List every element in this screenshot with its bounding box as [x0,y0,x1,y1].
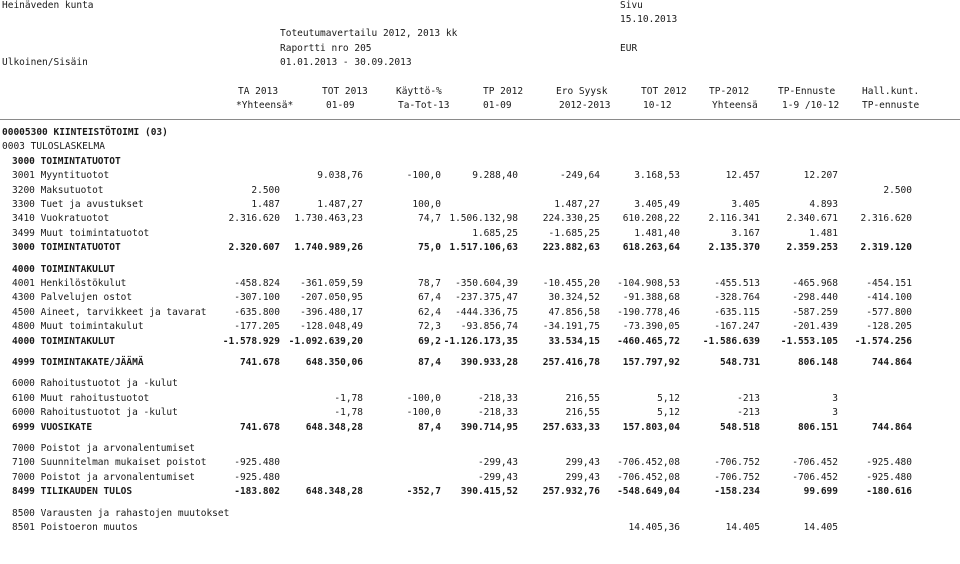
table-cell: 390.415,52 [460,486,518,498]
column-header-top: Hall.kunt. [862,86,920,97]
table-cell: -299,43 [477,471,518,483]
table-cell: 1.487,27 [554,199,600,210]
table-cell: 3 [832,407,838,419]
table-cell: 548.518 [719,421,760,433]
table-cell: -1.685,25 [548,227,600,239]
table-row [0,242,960,256]
table-row [0,393,960,407]
table-cell: -299,43 [477,457,518,469]
section-heading [0,264,960,278]
table-cell: 3 [832,392,838,404]
table-cell: -925.480 [866,471,912,483]
table-row [0,472,960,486]
column-header-bottom: 10-12 [643,100,672,111]
table-cell: -635.115 [714,306,760,318]
table-cell: 2.500 [883,184,912,196]
currency-label: EUR [620,43,638,54]
table-row [0,422,960,436]
section-heading [0,508,960,522]
column-header-top: TOT 2012 [641,86,687,97]
table-cell: 806.148 [797,357,838,368]
table-cell: -307.100 [234,292,280,304]
column-header-bottom: *Yhteensä* [236,100,294,111]
table-cell: 1.487,27 [317,199,363,210]
table-cell: -548.649,04 [617,486,680,498]
table-cell: -213 [737,392,760,404]
report-title: Toteutumavertailu 2012, 2013 kk [280,28,458,39]
table-cell: -73.390,05 [622,321,680,333]
table-cell: -635.800 [234,306,280,318]
table-cell: 744.864 [871,421,912,433]
table-cell: -1,78 [334,407,363,419]
table-cell: -183.802 [234,486,280,498]
table-cell: 14.405,36 [628,522,680,533]
section-heading [0,127,960,141]
table-cell: 74,7 [418,213,441,225]
row-label: 3499 Muut toimintatuotot [12,227,150,239]
table-row [0,307,960,321]
table-cell: -444.336,75 [455,306,518,318]
table-cell: 390.933,28 [460,357,518,368]
table-cell: 1.730.463,23 [294,213,363,225]
table-cell: 216,55 [565,392,600,404]
row-label: 8499 TILIKAUDEN TULOS [12,486,133,498]
table-cell: -706.452,08 [617,457,680,469]
table-cell: -1.126.173,35 [443,335,518,347]
table-cell: 87,4 [418,357,441,368]
table-cell: 2.340.671 [786,213,838,225]
table-cell: -350.604,39 [455,278,518,289]
row-label: 6100 Muut rahoitustuotot [12,392,150,404]
column-header-top: TP 2012 [483,86,524,97]
column-header-bottom: 01-09 [326,100,355,111]
table-cell: 9.038,76 [317,170,363,182]
row-label: 3000 TOIMINTATUOTOT [12,155,121,167]
table-cell: 12.207 [803,170,838,182]
table-cell: 548.731 [719,357,760,368]
table-cell: 1.481 [809,227,838,239]
column-header-top: TP-2012 [709,86,750,97]
table-cell: -706.752 [714,471,760,483]
column-header-bottom: TP-ennuste [862,100,920,111]
table-cell: 1.481,40 [634,227,680,239]
column-header-top: TOT 2013 [322,86,368,97]
table-row [0,170,960,184]
table-cell: 741.678 [239,357,280,368]
row-label: 7100 Suunnitelman mukaiset poistot [12,457,207,469]
column-header-top: Ero Syysk [556,86,608,97]
table-cell: 14.405 [803,522,838,533]
table-cell: 223.882,63 [542,242,600,254]
row-label: 4500 Aineet, tarvikkeet ja tavarat [12,306,207,318]
table-cell: 87,4 [418,421,441,433]
table-cell: 648.348,28 [305,486,363,498]
table-cell: -180.616 [866,486,912,498]
table-cell: -925.480 [234,471,280,483]
table-row [0,407,960,421]
table-cell: -218,33 [477,392,518,404]
table-cell: -587.259 [792,306,838,318]
table-cell: -100,0 [406,170,441,182]
table-cell: 2.316.620 [860,213,912,225]
table-cell: -91.388,68 [622,292,680,304]
table-cell: 744.864 [871,357,912,368]
table-cell: -925.480 [866,457,912,469]
table-cell: 1.740.989,26 [294,242,363,254]
table-cell: 75,0 [418,242,441,254]
table-cell: 72,3 [418,321,441,333]
section-heading [0,378,960,392]
column-header-top: Käyttö-% [396,86,442,97]
table-cell: -128.205 [866,321,912,333]
table-row [0,522,960,536]
table-cell: -93.856,74 [460,321,518,333]
table-cell: 9.288,40 [472,170,518,182]
table-cell: 618.263,64 [622,242,680,254]
table-cell: 610.208,22 [622,213,680,225]
header-divider [0,119,960,120]
table-cell: -577.800 [866,306,912,318]
row-label: 0003 TULOSLASKELMA [2,141,105,153]
table-cell: 69,2 [418,335,441,347]
table-cell: -1.092.639,20 [288,335,363,347]
table-cell: 2.116.341 [708,213,760,225]
table-row [0,336,960,350]
table-cell: -328.764 [714,292,760,304]
row-label: 7000 Poistot ja arvonalentumiset [12,443,196,454]
table-cell: -218,33 [477,407,518,419]
section-heading [0,156,960,170]
table-row [0,321,960,335]
report-date: 15.10.2013 [620,14,678,25]
table-cell: -396.480,17 [300,306,363,318]
table-cell: 257.932,76 [542,486,600,498]
table-cell: -207.050,95 [300,292,363,304]
table-cell: 5,12 [657,392,680,404]
table-cell: 1.685,25 [472,227,518,239]
table-cell: 12.457 [725,170,760,182]
table-cell: 2.500 [251,184,280,196]
report-period: 01.01.2013 - 30.09.2013 [280,57,412,68]
row-label: 4000 TOIMINTAKULUT [12,335,115,347]
table-cell: -352,7 [406,486,441,498]
table-cell: 299,43 [565,457,600,469]
table-cell: -361.059,59 [300,278,363,289]
table-cell: 257.416,78 [542,357,600,368]
row-label: 4300 Palvelujen ostot [12,292,133,304]
table-cell: 648.348,28 [305,421,363,433]
table-cell: -925.480 [234,457,280,469]
table-cell: 47.856,58 [548,306,600,318]
table-cell: 5,12 [657,407,680,419]
table-cell: 3.167 [731,227,760,239]
table-cell: -706.752 [714,457,760,469]
table-cell: 1.517.106,63 [449,242,518,254]
table-cell: 157.803,04 [622,421,680,433]
table-cell: -1.553.105 [780,335,838,347]
table-cell: 4.893 [809,199,838,210]
row-label: 8501 Poistoeron muutos [12,522,138,533]
table-cell: 33.534,15 [548,335,600,347]
column-header-bottom: 1-9 /10-12 [782,100,840,111]
table-cell: -460.465,72 [617,335,680,347]
table-cell: 299,43 [565,471,600,483]
table-cell: 806.151 [797,421,838,433]
column-header-bottom: Ta-Tot-13 [398,100,450,111]
table-cell: 2.359.253 [786,242,838,254]
table-cell: -128.048,49 [300,321,363,333]
table-cell: -190.778,46 [617,306,680,318]
row-label: 6000 Rahoitustuotot ja -kulut [12,407,178,419]
table-cell: -1.574.256 [854,335,912,347]
column-header-bottom: Yhteensä [712,100,758,111]
table-cell: -34.191,75 [542,321,600,333]
table-cell: 157.797,92 [622,357,680,368]
row-label: 7000 Poistot ja arvonalentumiset [12,471,196,483]
section-heading [0,443,960,457]
row-label: 3001 Myyntituotot [12,170,110,182]
page-label: Sivu [620,0,643,11]
table-cell: 62,4 [418,306,441,318]
row-label: 4001 Henkilöstökulut [12,278,127,289]
table-cell: 1.487 [251,199,280,210]
row-label: 3410 Vuokratuotot [12,213,110,225]
table-cell: 3.405 [731,199,760,210]
table-cell: 2.316.620 [228,213,280,225]
row-label: 3000 TOIMINTATUOTOT [12,242,121,254]
table-cell: -249,64 [559,170,600,182]
table-cell: -100,0 [406,407,441,419]
table-row [0,213,960,227]
row-label: 4999 TOIMINTAKATE/JÄÄMÄ [12,357,144,368]
row-label: 8500 Varausten ja rahastojen muutokset [12,507,230,519]
row-label: 3200 Maksutuotot [12,184,104,196]
table-cell: -167.247 [714,321,760,333]
table-cell: 2.135.370 [708,242,760,254]
table-cell: -1.586.639 [702,335,760,347]
table-cell: -455.513 [714,278,760,289]
table-cell: 390.714,95 [460,421,518,433]
row-label: 4800 Muut toimintakulut [12,321,144,333]
table-cell: 67,4 [418,292,441,304]
table-cell: 99.699 [803,486,838,498]
table-row [0,292,960,306]
table-cell: -414.100 [866,292,912,304]
column-header-top: TP-Ennuste [778,86,836,97]
table-row [0,199,960,213]
table-cell: -177.205 [234,321,280,333]
table-cell: 30.324,52 [548,292,600,304]
row-label: 6999 VUOSIKATE [12,421,93,433]
table-cell: -706.452 [792,471,838,483]
table-cell: -465.968 [792,278,838,289]
row-label: 6000 Rahoitustuotot ja -kulut [12,378,178,390]
table-cell: -1,78 [334,392,363,404]
column-header-bottom: 01-09 [483,100,512,111]
table-cell: -104.908,53 [617,278,680,289]
section-heading [0,141,960,155]
table-cell: -201.439 [792,321,838,333]
table-cell: -458.824 [234,278,280,289]
table-row [0,457,960,471]
org-subtitle: Ulkoinen/Sisäin [2,57,88,68]
table-cell: -158.234 [714,486,760,498]
table-cell: 2.320.607 [228,242,280,254]
table-cell: -237.375,47 [455,292,518,304]
row-label: 00005300 KIINTEISTÖTOIMI (03) [2,127,168,138]
table-cell: 648.350,06 [305,357,363,368]
table-cell: 216,55 [565,407,600,419]
table-row [0,185,960,199]
table-cell: -706.452 [792,457,838,469]
table-cell: 3.405,49 [634,199,680,210]
table-row [0,486,960,500]
table-cell: 3.168,53 [634,170,680,182]
row-label: 3300 Tuet ja avustukset [12,199,144,210]
table-cell: 100,0 [412,199,441,210]
table-cell: 1.506.132,98 [449,213,518,225]
table-cell: -454.151 [866,278,912,289]
column-header-bottom: 2012-2013 [559,100,611,111]
table-cell: -10.455,20 [542,278,600,289]
row-label: 4000 TOIMINTAKULUT [12,263,115,275]
table-cell: 741.678 [239,421,280,433]
table-cell: -213 [737,407,760,419]
report-number: Raportti nro 205 [280,43,372,54]
table-cell: -100,0 [406,392,441,404]
org-name: Heinäveden kunta [2,0,94,11]
table-cell: 224.330,25 [542,213,600,225]
table-cell: -1.578.929 [222,335,280,347]
table-cell: 257.633,33 [542,421,600,433]
table-cell: 78,7 [418,278,441,289]
table-cell: -298.440 [792,292,838,304]
table-cell: 14.405 [725,522,760,533]
table-row [0,228,960,242]
column-header-top: TA 2013 [238,86,279,97]
table-row [0,278,960,292]
table-row [0,357,960,371]
table-cell: 2.319.120 [860,242,912,254]
table-cell: -706.452,08 [617,471,680,483]
